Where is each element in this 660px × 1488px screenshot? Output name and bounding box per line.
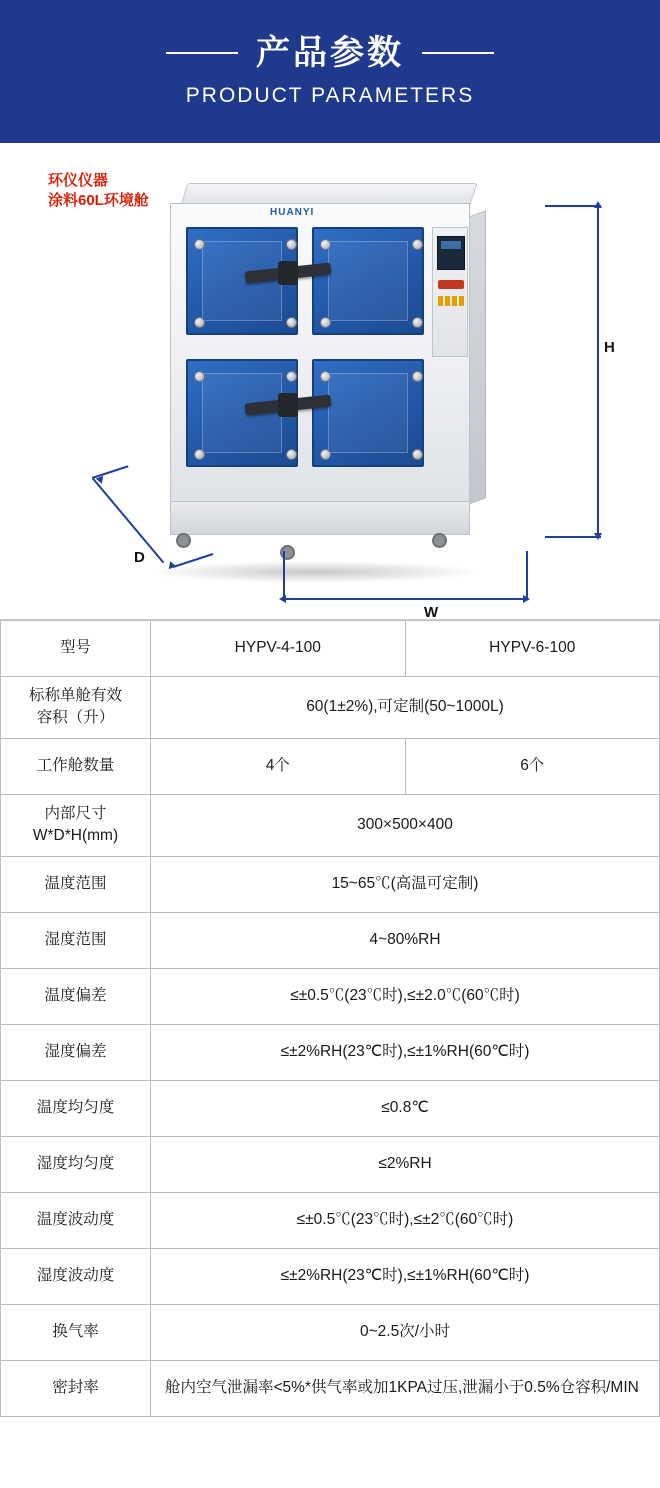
spec-value-temp-deviation: ≤±0.5℃(23℃时),≤±2.0℃(60℃时) [151,968,660,1024]
table-row [1,677,660,739]
caster-wheel-icon [432,533,447,548]
spec-label-air-change-rate: 换气率 [1,1304,151,1360]
spec-value-humidity-deviation: ≤±2%RH(23℃时),≤±1%RH(60℃时) [151,1024,660,1080]
dimension-tick-width-left [283,551,285,599]
door-bolt-icon [194,371,205,382]
dimension-tick-depth-top [92,465,129,478]
door-bolt-icon [320,449,331,460]
chamber-top-panel [180,183,477,205]
spec-value-humidity-uniformity: ≤2%RH [151,1136,660,1192]
table-row [1,621,660,677]
dimension-label-height: H [604,339,615,356]
brand-watermark-line1: 环仪仪器 [48,172,109,189]
banner-title-row [166,35,494,72]
door-bolt-icon [286,317,297,328]
spec-value-inner-size: 300×500×400 [151,794,660,856]
spec-value-model-right: HYPV-6-100 [405,621,660,677]
banner-rule-right [422,52,494,54]
table-row [1,1080,660,1136]
spec-label-humidity-fluctuation: 湿度波动度 [1,1248,151,1304]
banner-rule-left [166,52,238,54]
control-panel-indicator [438,280,464,289]
spec-label-sealing-rate: 密封率 [1,1360,151,1416]
table-row [1,912,660,968]
table-row [1,856,660,912]
brand-watermark [48,171,149,212]
spec-label-temp-fluctuation: 温度波动度 [1,1192,151,1248]
caster-wheel-icon [176,533,191,548]
table-row [1,1304,660,1360]
door-bolt-icon [194,239,205,250]
table-row [1,1248,660,1304]
spec-label-inner-size-line1: 内部尺寸 [44,804,107,822]
spec-label-chamber-count: 工作舱数量 [1,738,151,794]
control-panel-buttons [438,296,464,306]
spec-value-chamber-count-right: 6个 [405,738,660,794]
door-glass-4 [328,373,408,453]
door-bolt-icon [286,239,297,250]
spec-label-volume-line2: 容积（升） [36,709,115,727]
spec-value-model-left: HYPV-4-100 [151,621,406,677]
product-image-area [0,143,660,620]
door-bolt-icon [412,239,423,250]
door-bolt-icon [412,371,423,382]
spec-label-temp-uniformity: 温度均匀度 [1,1080,151,1136]
door-bolt-icon [320,317,331,328]
page-title: 产品参数 [256,33,404,72]
spec-value-chamber-count-left: 4个 [151,738,406,794]
dimension-tick-top [545,205,601,207]
spec-value-humidity-range: 4~80%RH [151,912,660,968]
door-bolt-icon [286,371,297,382]
door-bolt-icon [194,317,205,328]
product-photo-chamber [160,183,500,573]
door-bolt-icon [412,449,423,460]
spec-label-volume-line1: 标称单舱有效 [28,687,122,704]
door-glass-3 [202,373,282,453]
spec-label-model: 型号 [1,621,151,677]
spec-table [0,620,660,1417]
table-row [1,738,660,794]
spec-label-humidity-uniformity: 湿度均匀度 [1,1136,151,1192]
dimension-label-depth: D [134,549,145,566]
spec-label-temp-deviation: 温度偏差 [1,968,151,1024]
table-row [1,1024,660,1080]
spec-label-inner-size-line2: W*D*H(mm) [32,827,119,845]
spec-value-temp-uniformity: ≤0.8℃ [151,1080,660,1136]
page-subtitle: PRODUCT PARAMETERS [185,84,475,108]
door-bolt-icon [412,317,423,328]
spec-value-temp-fluctuation: ≤±0.5℃(23℃时),≤±2℃(60℃时) [151,1192,660,1248]
dimension-label-width: W [424,604,439,620]
chamber-base [170,501,470,535]
door-handle-hub-upper [278,261,298,285]
table-row [1,1360,660,1416]
spec-value-humidity-fluctuation: ≤±2%RH(23℃时),≤±1%RH(60℃时) [151,1248,660,1304]
door-bolt-icon [320,371,331,382]
control-panel-display [437,236,465,270]
door-bolt-icon [194,449,205,460]
brand-watermark-line2: 涂料60L环境舱 [48,192,149,210]
door-glass-1 [202,241,282,321]
spec-label-humidity-deviation: 湿度偏差 [1,1024,151,1080]
door-handle-hub-lower [278,393,298,417]
dimension-line-height [597,205,599,537]
table-row [1,968,660,1024]
page-header-banner [0,0,660,143]
dimension-line-depth [92,478,164,563]
spec-label-temp-range: 温度范围 [1,856,151,912]
spec-label-humidity-range: 湿度范围 [1,912,151,968]
dimension-line-width [283,598,527,600]
spec-value-volume: 60(1±2%),可定制(50~1000L) [151,677,660,739]
spec-value-air-change-rate: 0~2.5次/小时 [151,1304,660,1360]
spec-value-sealing-rate: 舱内空气泄漏率<5%*供气率或加1KPA过压,泄漏小于0.5%仓容积/MIN [151,1360,660,1416]
door-bolt-icon [320,239,331,250]
spec-label-volume [1,677,151,739]
control-panel [432,227,468,357]
table-row [1,1192,660,1248]
dimension-tick-width-right [526,551,528,599]
door-glass-2 [328,241,408,321]
table-row [1,794,660,856]
table-row [1,1136,660,1192]
spec-label-inner-size [1,794,151,856]
chamber-logo-text: HUANYI [270,207,315,218]
dimension-tick-bottom [545,536,601,538]
door-bolt-icon [286,449,297,460]
spec-value-temp-range: 15~65℃(高温可定制) [151,856,660,912]
